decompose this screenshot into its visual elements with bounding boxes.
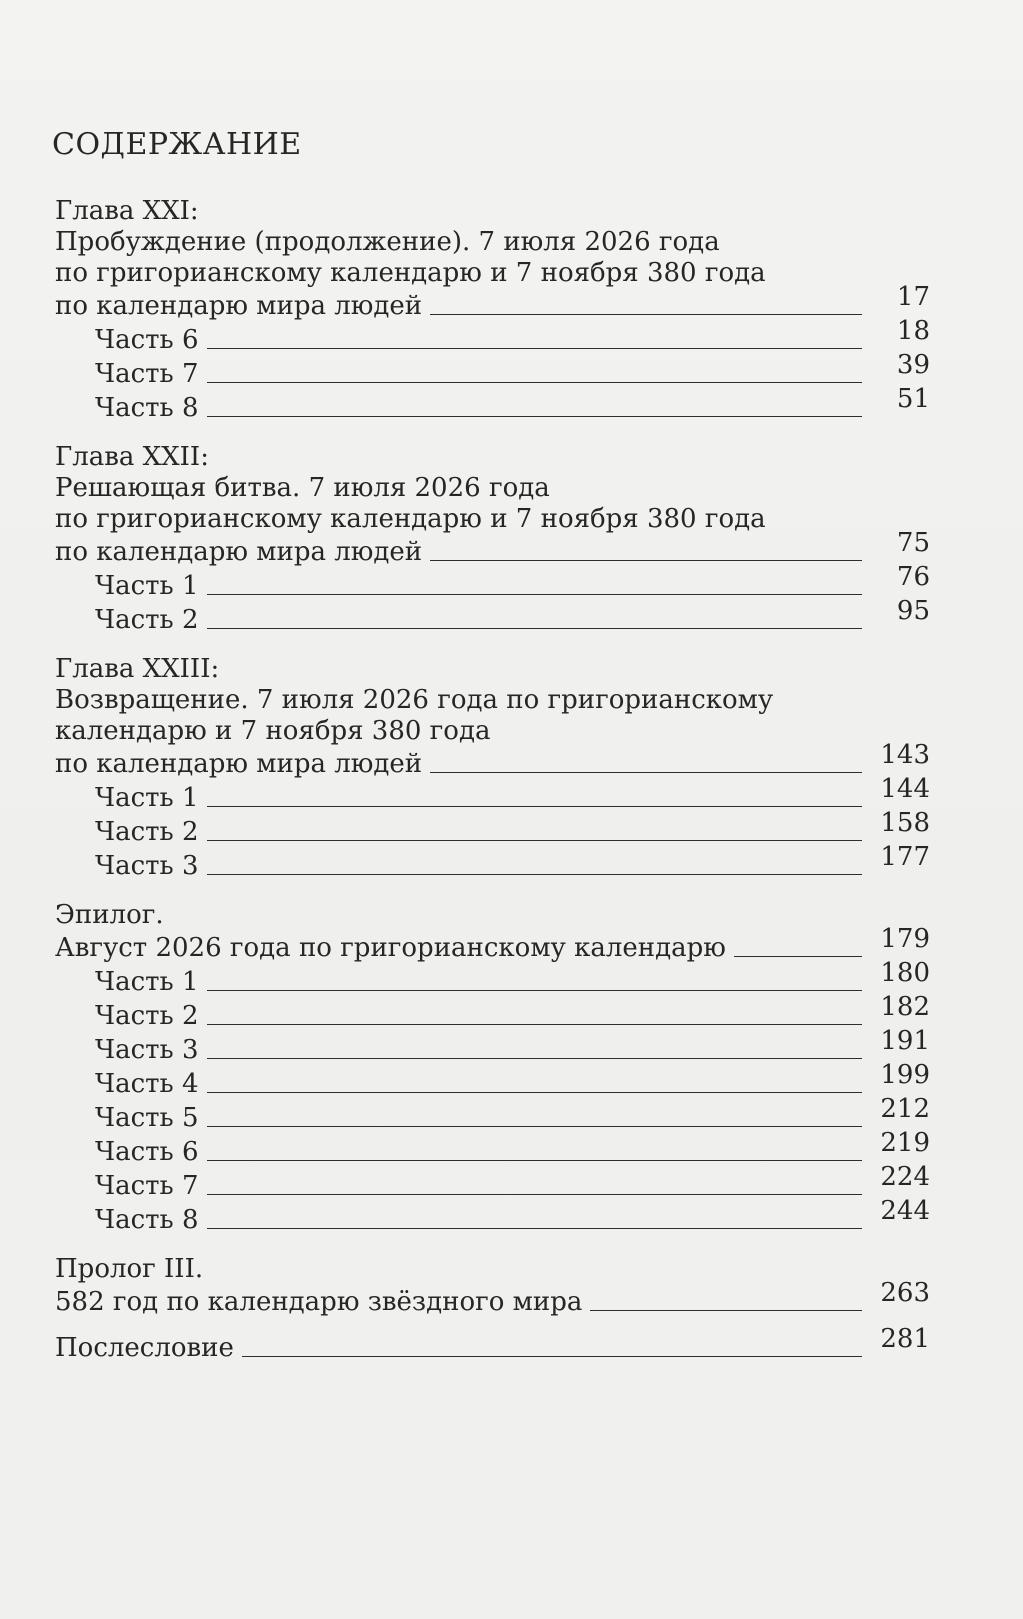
leader-line [430, 771, 862, 773]
section-label: Глава XXIII: [55, 654, 220, 684]
leader-line [207, 1159, 862, 1161]
toc-entry[interactable] [55, 740, 930, 781]
toc-section [55, 442, 930, 637]
section-title-line: Возвращение. 7 июля 2026 года по григорианскому [55, 685, 774, 715]
page-number: 143 [880, 740, 930, 770]
page-number: 219 [880, 1128, 930, 1158]
part-label: Часть 6 [95, 1137, 199, 1167]
leader-line [207, 1023, 862, 1025]
section-title-line: Решающая битва. 7 июля 2026 года [55, 473, 550, 503]
leader-line [734, 955, 862, 957]
page-number: 179 [880, 924, 930, 954]
part-label: Часть 2 [95, 817, 199, 847]
toc-part-entry[interactable] [55, 316, 930, 357]
toc-part-entry[interactable] [55, 562, 930, 603]
entry-title: 582 год по календарю звёздного мира [55, 1287, 583, 1317]
toc-part-entry[interactable] [55, 842, 930, 883]
table-of-contents [55, 196, 930, 1382]
section-title-line: по григорианскому календарю и 7 ноября 380 года [55, 504, 766, 534]
toc-part-entry[interactable] [55, 958, 930, 999]
leader-line [207, 593, 862, 595]
leader-line [207, 1057, 862, 1059]
leader-line [207, 1227, 862, 1229]
leader-line [207, 873, 862, 875]
part-label: Часть 1 [95, 783, 199, 813]
page-number: 95 [896, 596, 930, 626]
toc-entry[interactable] [55, 528, 930, 569]
toc-section [55, 1324, 930, 1365]
leader-line [590, 1309, 862, 1311]
leader-line [207, 415, 862, 417]
toc-part-entry[interactable] [55, 774, 930, 815]
page-number: 224 [880, 1162, 930, 1192]
toc-part-entry[interactable] [55, 596, 930, 637]
entry-title: Август 2026 года по григорианскому календарю [55, 933, 726, 963]
toc-part-entry[interactable] [55, 1026, 930, 1067]
leader-line [207, 989, 862, 991]
page-number: 263 [880, 1278, 930, 1308]
part-label: Часть 1 [95, 967, 199, 997]
page-number: 76 [896, 562, 930, 592]
leader-line [242, 1355, 862, 1357]
toc-part-entry[interactable] [55, 1128, 930, 1169]
part-label: Часть 2 [95, 605, 199, 635]
leader-line [207, 381, 862, 383]
part-label: Часть 8 [95, 393, 199, 423]
page-number: 199 [880, 1060, 930, 1090]
part-label: Часть 1 [95, 571, 199, 601]
toc-entry[interactable] [55, 1278, 930, 1319]
entry-title: по календарю мира людей [55, 537, 423, 567]
toc-section [55, 900, 930, 1237]
section-label: Глава XXII: [55, 442, 209, 472]
section-label: Пролог III. [55, 1254, 204, 1284]
entry-title: по календарю мира людей [55, 749, 423, 779]
toc-part-entry[interactable] [55, 350, 930, 391]
page-number: 180 [880, 958, 930, 988]
toc-part-entry[interactable] [55, 1162, 930, 1203]
page-number: 39 [896, 350, 930, 380]
toc-entry[interactable] [55, 1324, 930, 1365]
leader-line [207, 1125, 862, 1127]
entry-title: Послесловие [55, 1333, 234, 1363]
leader-line [207, 347, 862, 349]
part-label: Часть 7 [95, 359, 199, 389]
toc-section [55, 196, 930, 425]
page-number: 212 [880, 1094, 930, 1124]
page-number: 244 [880, 1196, 930, 1226]
part-label: Часть 3 [95, 851, 199, 881]
page-number: 51 [896, 384, 930, 414]
part-label: Часть 6 [95, 325, 199, 355]
part-label: Часть 7 [95, 1171, 199, 1201]
leader-line [207, 839, 862, 841]
toc-part-entry[interactable] [55, 992, 930, 1033]
part-label: Часть 8 [95, 1205, 199, 1235]
toc-part-entry[interactable] [55, 808, 930, 849]
part-label: Часть 5 [95, 1103, 199, 1133]
section-title-line: Пробуждение (продолжение). 7 июля 2026 года [55, 227, 720, 257]
page-number: 158 [880, 808, 930, 838]
section-title-line: по григорианскому календарю и 7 ноября 380 года [55, 258, 766, 288]
part-label: Часть 4 [95, 1069, 199, 1099]
part-label: Часть 3 [95, 1035, 199, 1065]
toc-section [55, 654, 930, 883]
toc-part-entry[interactable] [55, 1094, 930, 1135]
leader-line [207, 1193, 862, 1195]
toc-part-entry[interactable] [55, 1060, 930, 1101]
leader-line [207, 805, 862, 807]
toc-part-entry[interactable] [55, 384, 930, 425]
section-title-line: календарю и 7 ноября 380 года [55, 716, 491, 746]
leader-line [430, 559, 862, 561]
page-number: 18 [896, 316, 930, 346]
toc-section [55, 1254, 930, 1319]
page-number: 281 [880, 1324, 930, 1354]
toc-part-entry[interactable] [55, 1196, 930, 1237]
leader-line [430, 313, 862, 315]
section-label: Глава XXI: [55, 196, 199, 226]
leader-line [207, 627, 862, 629]
part-label: Часть 2 [95, 1001, 199, 1031]
leader-line [207, 1091, 862, 1093]
page-number: 191 [880, 1026, 930, 1056]
toc-entry[interactable] [55, 282, 930, 323]
page-number: 75 [896, 528, 930, 558]
page-number: 177 [880, 842, 930, 872]
page-number: 17 [896, 282, 930, 312]
page-number: 144 [880, 774, 930, 804]
toc-entry[interactable] [55, 924, 930, 965]
section-label: Эпилог. [55, 900, 164, 930]
page-number: 182 [880, 992, 930, 1022]
entry-title: по календарю мира людей [55, 291, 423, 321]
page-title: СОДЕРЖАНИЕ [52, 127, 302, 162]
